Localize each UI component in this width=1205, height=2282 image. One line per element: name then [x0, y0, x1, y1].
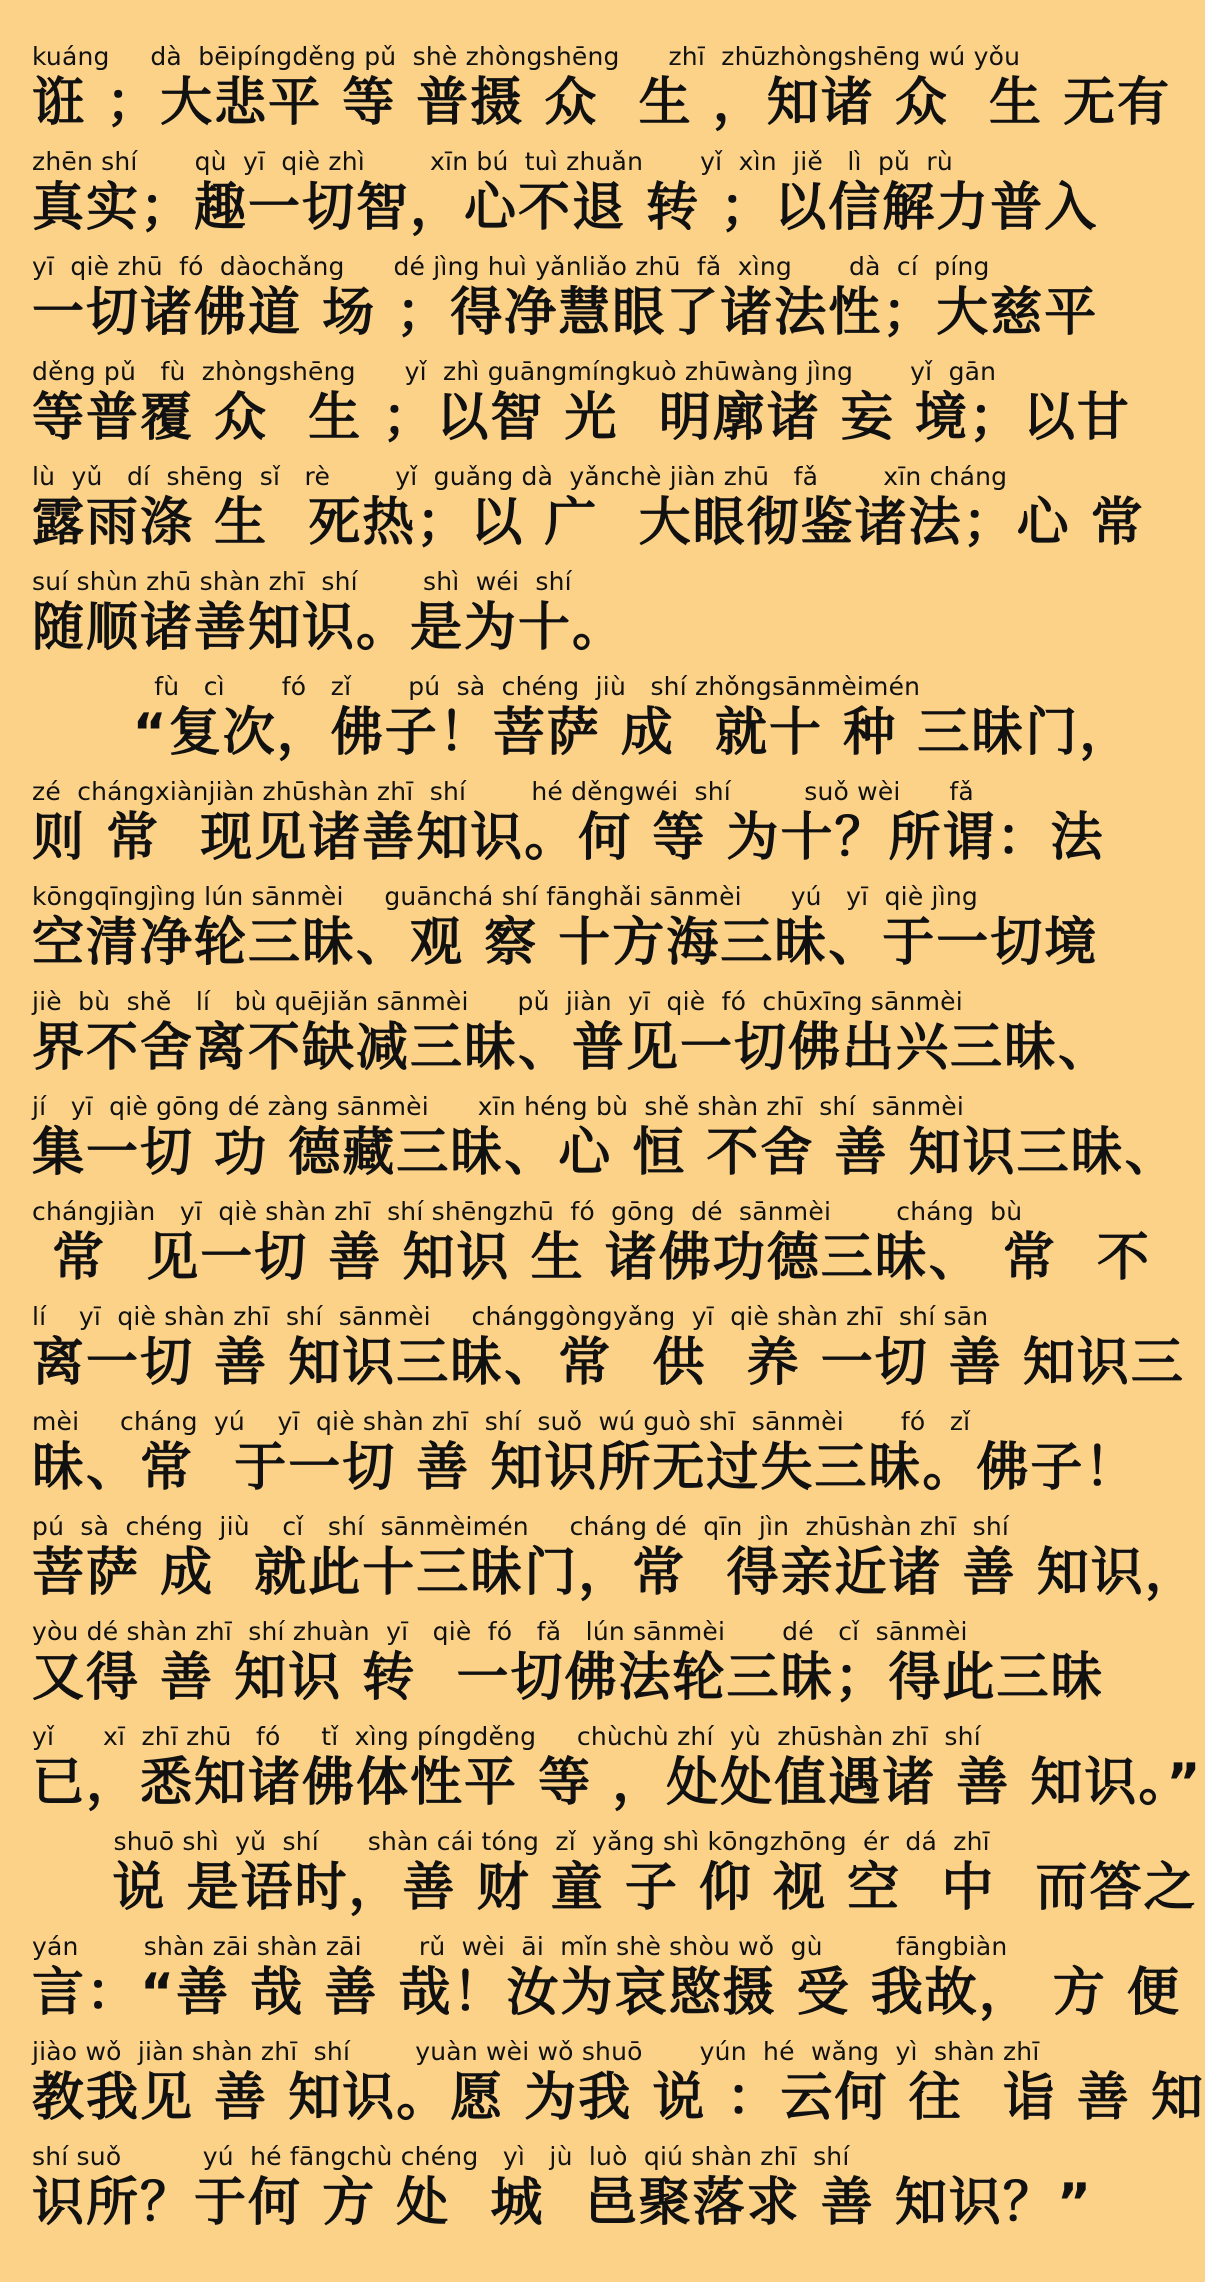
- text-line: [32, 345, 1131, 450]
- pinyin-row: shuō shì yǔ shí shàn cái tóng zǐ yǎng shì kōngzhōng ér dá zhī: [32, 1827, 990, 1856]
- pinyin-row: yán shàn zāi shàn zāi rǔ wèi āi mǐn shè shòu wǒ gù fāngbiàn: [32, 1932, 1008, 1961]
- pinyin-row: shí suǒ yú hé fāngchù chéng yì jù luò qiú shàn zhī shí: [32, 2142, 850, 2171]
- pinyin-row: kuáng dà bēipíngděng pǔ shè zhòngshēng zhī zhūzhòngshēng wú yǒu: [32, 42, 1021, 71]
- text-line: [32, 1500, 1199, 1605]
- hanzi-row: 识所？于何 方 处 城 邑聚落求 善 知识？”: [32, 2173, 1094, 2233]
- pinyin-row: yòu dé shàn zhī shí zhuàn yī qiè fó fǎ lún sānmèi dé cǐ sānmèi: [32, 1617, 968, 1646]
- text-line: [32, 1395, 1139, 1500]
- hanzi-row: 真实；趣一切智，心不退 转 ；以信解力普入: [32, 178, 1099, 238]
- hanzi-row: 空清净轮三昧、观 察 十方海三昧、于一切境: [32, 913, 1099, 973]
- text-line: [32, 1080, 1179, 1185]
- text-line: [32, 30, 1172, 135]
- pinyin-row: mèi cháng yú yī qiè shàn zhī shí suǒ wú guò shī sānmèi fó zǐ: [32, 1407, 971, 1436]
- pinyin-row: yǐ xī zhī zhū fó tǐ xìng píngděng chùchù zhí yù zhūshàn zhī shí: [32, 1722, 981, 1751]
- text-line: [32, 1605, 1105, 1710]
- pinyin-row: suí shùn zhū shàn zhī shí shì wéi shí: [32, 567, 572, 596]
- text-line: [32, 2025, 1205, 2130]
- hanzi-row: 说 是语时，善 财 童 子 仰 视 空 中 而答之: [32, 1858, 1198, 1918]
- hanzi-row: 已，悉知诸佛体性平 等 ，处处值遇诸 善 知识。”: [32, 1753, 1203, 1813]
- pinyin-row: kōngqīngjìng lún sānmèi guānchá shí fānghǎi sānmèi yú yī qiè jìng: [32, 882, 978, 911]
- hanzi-row: 集一切 功 德藏三昧、心 恒 不舍 善 知识三昧、: [32, 1123, 1179, 1183]
- text-line: [32, 555, 1058, 660]
- text-line: [32, 1710, 1203, 1815]
- pinyin-row: lí yī qiè shàn zhī shí sānmèi chánggòngyǎng yī qiè shàn zhī shí sān: [32, 1302, 989, 1331]
- hanzi-row: “复次，佛子！菩萨 成 就十 种 三昧门，: [32, 703, 1134, 763]
- text-line: [32, 1920, 1181, 2025]
- pinyin-row: lù yǔ dí shēng sǐ rè yǐ guǎng dà yǎnchè jiàn zhū fǎ xīn cháng: [32, 462, 1008, 491]
- text-line: [32, 660, 1134, 765]
- hanzi-row: 教我见 善 知识。愿 为我 说 ：云何 往 诣 善 知: [32, 2068, 1205, 2128]
- hanzi-row: 菩萨 成 就此十三昧门，常 得亲近诸 善 知识，: [32, 1543, 1199, 1603]
- hanzi-row: 一切诸佛道 场 ；得净慧眼了诸法性；大慈平: [32, 283, 1099, 343]
- pinyin-row: děng pǔ fù zhòngshēng yǐ zhì guāngmíngkuò zhūwàng jìng yǐ gān: [32, 357, 997, 386]
- hanzi-row: 诳 ；大悲平 等 普摄 众 生 ，知诸 众 生 无有: [32, 73, 1172, 133]
- hanzi-row: 又得 善 知识 转 一切佛法轮三昧；得此三昧: [32, 1648, 1105, 1708]
- hanzi-row: 界不舍离不缺减三昧、普见一切佛出兴三昧、: [32, 1018, 1113, 1078]
- pinyin-row: jí yī qiè gōng dé zàng sānmèi xīn héng bù shě shàn zhī shí sānmèi: [32, 1092, 964, 1121]
- text-line: [32, 1185, 1152, 1290]
- text-line: [32, 240, 1099, 345]
- pinyin-row: jiè bù shě lí bù quējiǎn sānmèi pǔ jiàn yī qiè fó chūxīng sānmèi: [32, 987, 963, 1016]
- pinyin-row: pú sà chéng jiù cǐ shí sānmèimén cháng dé qīn jìn zhūshàn zhī shí: [32, 1512, 1010, 1541]
- pinyin-row: zé chángxiànjiàn zhūshàn zhī shí hé děngwéi shí suǒ wèi fǎ: [32, 777, 974, 806]
- hanzi-row: 露雨涤 生 死热；以 广 大眼彻鉴诸法；心 常: [32, 493, 1145, 553]
- text-line: [32, 450, 1145, 555]
- pinyin-row: fù cì fó zǐ pú sà chéng jiù shí zhǒngsānmèimén: [32, 672, 921, 701]
- text-line: [32, 1815, 1198, 1920]
- text-line: [32, 135, 1099, 240]
- pinyin-row: chángjiàn yī qiè shàn zhī shí shēngzhū fó gōng dé sānmèi cháng bù: [32, 1197, 1023, 1226]
- hanzi-row: 言：“善 哉 善 哉！汝为哀愍摄 受 我故， 方 便: [32, 1963, 1181, 2023]
- hanzi-row: 常 见一切 善 知识 生 诸佛功德三昧、 常 不: [32, 1228, 1152, 1288]
- text-line: [32, 975, 1113, 1080]
- hanzi-row: 随顺诸善知识。是为十。: [32, 598, 627, 658]
- pinyin-row: zhēn shí qù yī qiè zhì xīn bú tuì zhuǎn yǐ xìn jiě lì pǔ rù: [32, 147, 953, 176]
- pinyin-row: yī qiè zhū fó dàochǎng dé jìng huì yǎnliǎo zhū fǎ xìng dà cí píng: [32, 252, 990, 281]
- hanzi-row: 昧、常 于一切 善 知识所无过失三昧。佛子！: [32, 1438, 1139, 1498]
- pinyin-row: jiào wǒ jiàn shàn zhī shí yuàn wèi wǒ shuō yún hé wǎng yì shàn zhī: [32, 2037, 1040, 2066]
- text-line: [32, 765, 1105, 870]
- text-line: [32, 2130, 1094, 2235]
- hanzi-row: 等普覆 众 生 ；以智 光 明廓诸 妄 境；以甘: [32, 388, 1131, 448]
- text-line: [32, 870, 1099, 975]
- hanzi-row: 则 常 现见诸善知识。何 等 为十？所谓：法: [32, 808, 1105, 868]
- text-line: [32, 1290, 1185, 1395]
- hanzi-row: 离一切 善 知识三昧、常 供 养 一切 善 知识三: [32, 1333, 1185, 1393]
